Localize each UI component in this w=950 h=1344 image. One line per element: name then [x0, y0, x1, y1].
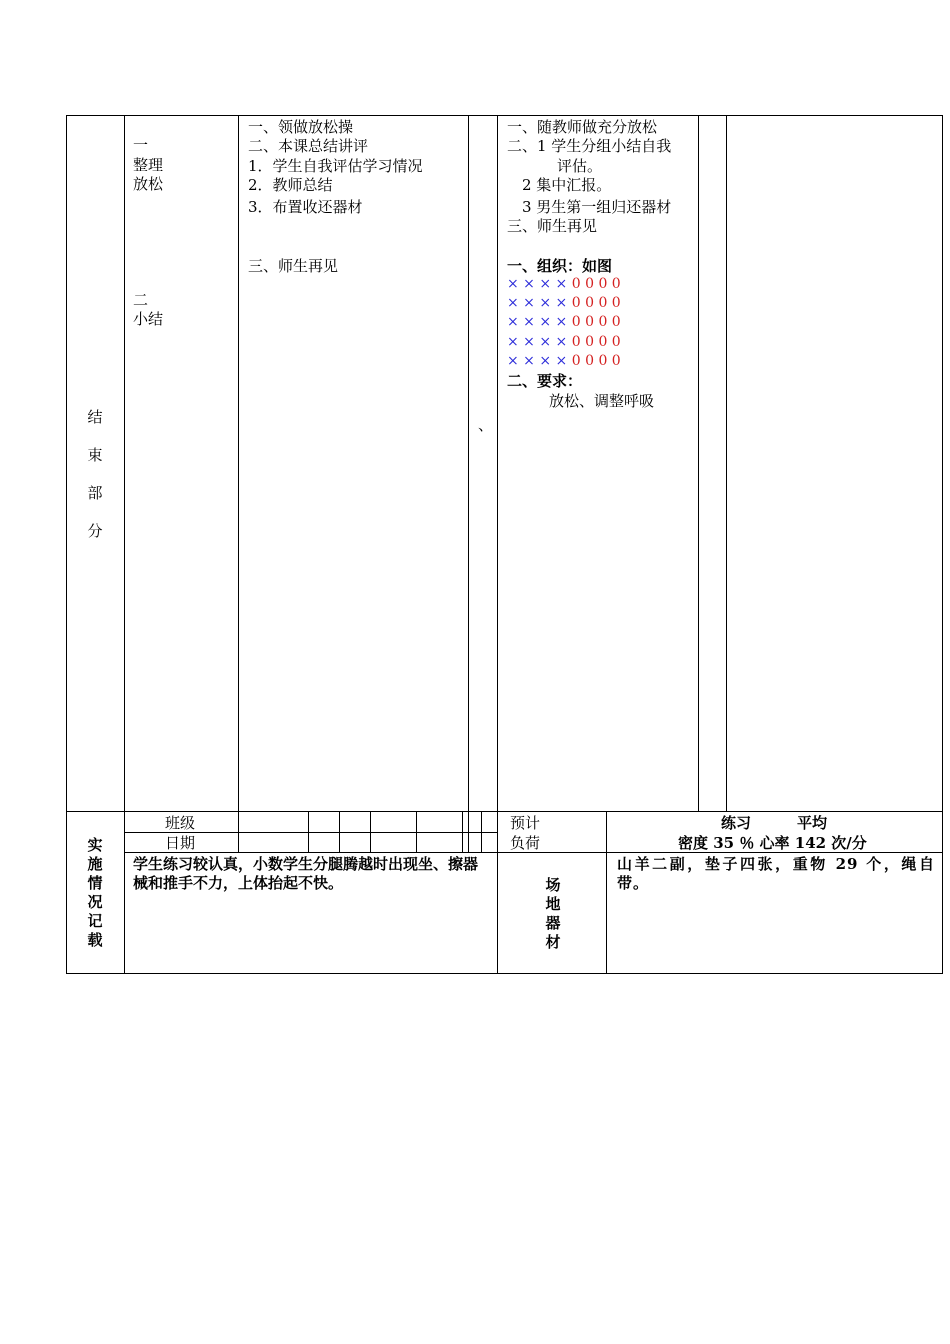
formation-circles: 0 0 0 0: [571, 334, 621, 350]
col-divider-2: [238, 115, 239, 852]
part1-name-a: 整理: [133, 156, 164, 174]
formation-circles: 0 0 0 0: [571, 353, 621, 369]
col-divider-6: [726, 115, 727, 811]
student-activity-item: 评估。: [557, 157, 603, 175]
part1-number: 一: [133, 136, 149, 154]
section-divider: [66, 811, 943, 812]
organization-title: 一、组织：如图: [507, 257, 613, 275]
formation-crosses: × × × ×: [507, 314, 572, 330]
formation-row: [507, 294, 621, 313]
implementation-notes: 学生练习较认真，小数学生分腿腾越时出现坐、擦器械和推手不力，上体抬起不快。: [133, 855, 479, 892]
col-divider-4: [497, 115, 498, 974]
average-label: 平均: [797, 814, 828, 832]
teacher-activity-item: 1．学生自我评估学习情况: [248, 157, 423, 175]
formation-crosses: × × × ×: [507, 353, 572, 369]
requirements-title: 二、要求：: [507, 372, 583, 390]
col-divider-1: [124, 115, 125, 974]
formation-circles: 0 0 0 0: [571, 276, 621, 292]
formation-crosses: × × × ×: [507, 334, 572, 350]
grid-cell-line: [481, 811, 482, 852]
teacher-activity-item: 3．布置收还器材: [248, 198, 363, 216]
table-top-border: [66, 115, 943, 116]
teacher-activity-item: 一、领做放松操: [248, 118, 354, 136]
grid-cell-line: [308, 811, 309, 852]
table-right-border: [942, 115, 943, 974]
student-activity-item: 二、1 学生分组小结自我: [507, 137, 672, 155]
load-label-b: 负荷: [510, 834, 541, 852]
load-label-a: 预计: [510, 814, 541, 832]
formation-row: [507, 352, 621, 371]
formation-row: [507, 275, 621, 294]
table-left-border: [66, 115, 67, 974]
student-activity-item: 一、随教师做充分放松: [507, 118, 658, 136]
table-bottom-border: [66, 973, 943, 974]
col-divider-3: [468, 115, 469, 852]
requirements-text: 放松、调整呼吸: [549, 392, 655, 410]
part1-name-b: 放松: [133, 175, 164, 193]
practice-label: 练习: [721, 814, 752, 832]
part2-name: 小结: [133, 310, 164, 328]
date-label: 日期: [165, 834, 196, 852]
density-line: 密度 35 ％ 心率 142 次/分: [678, 834, 867, 852]
col-divider-load: [606, 811, 607, 974]
teacher-activity-item: 2．教师总结: [248, 176, 333, 194]
grid-cell-line: [339, 811, 340, 852]
venue-label: 场地器材: [545, 876, 561, 951]
student-activity-item: 2 集中汇报。: [522, 176, 612, 194]
grid-cell-line: [370, 811, 371, 852]
student-activity-item: 三、师生再见: [507, 217, 598, 235]
mark: 、: [478, 416, 494, 434]
formation-row: [507, 333, 621, 352]
venue-equipment: 山羊二副，垫子四张，重物 29 个，绳自带。: [617, 855, 935, 892]
teacher-activity-item: 三、师生再见: [248, 257, 339, 275]
formation-row: [507, 313, 621, 332]
formation-circles: 0 0 0 0: [571, 314, 621, 330]
col-divider-5: [698, 115, 699, 811]
formation-crosses: × × × ×: [507, 295, 572, 311]
class-label: 班级: [165, 814, 196, 832]
part2-number: 二: [133, 291, 149, 309]
grid-cell-line: [416, 811, 417, 852]
teacher-activity-item: 二、本课总结讲评: [248, 137, 369, 155]
formation-circles: 0 0 0 0: [571, 295, 621, 311]
formation-crosses: × × × ×: [507, 276, 572, 292]
student-activity-item: 3 男生第一组归还器材: [522, 198, 672, 216]
end-section-label: 结束部分: [87, 408, 103, 540]
record-label: 实施情况记载: [87, 836, 103, 949]
grid-cell-line: [462, 811, 463, 852]
